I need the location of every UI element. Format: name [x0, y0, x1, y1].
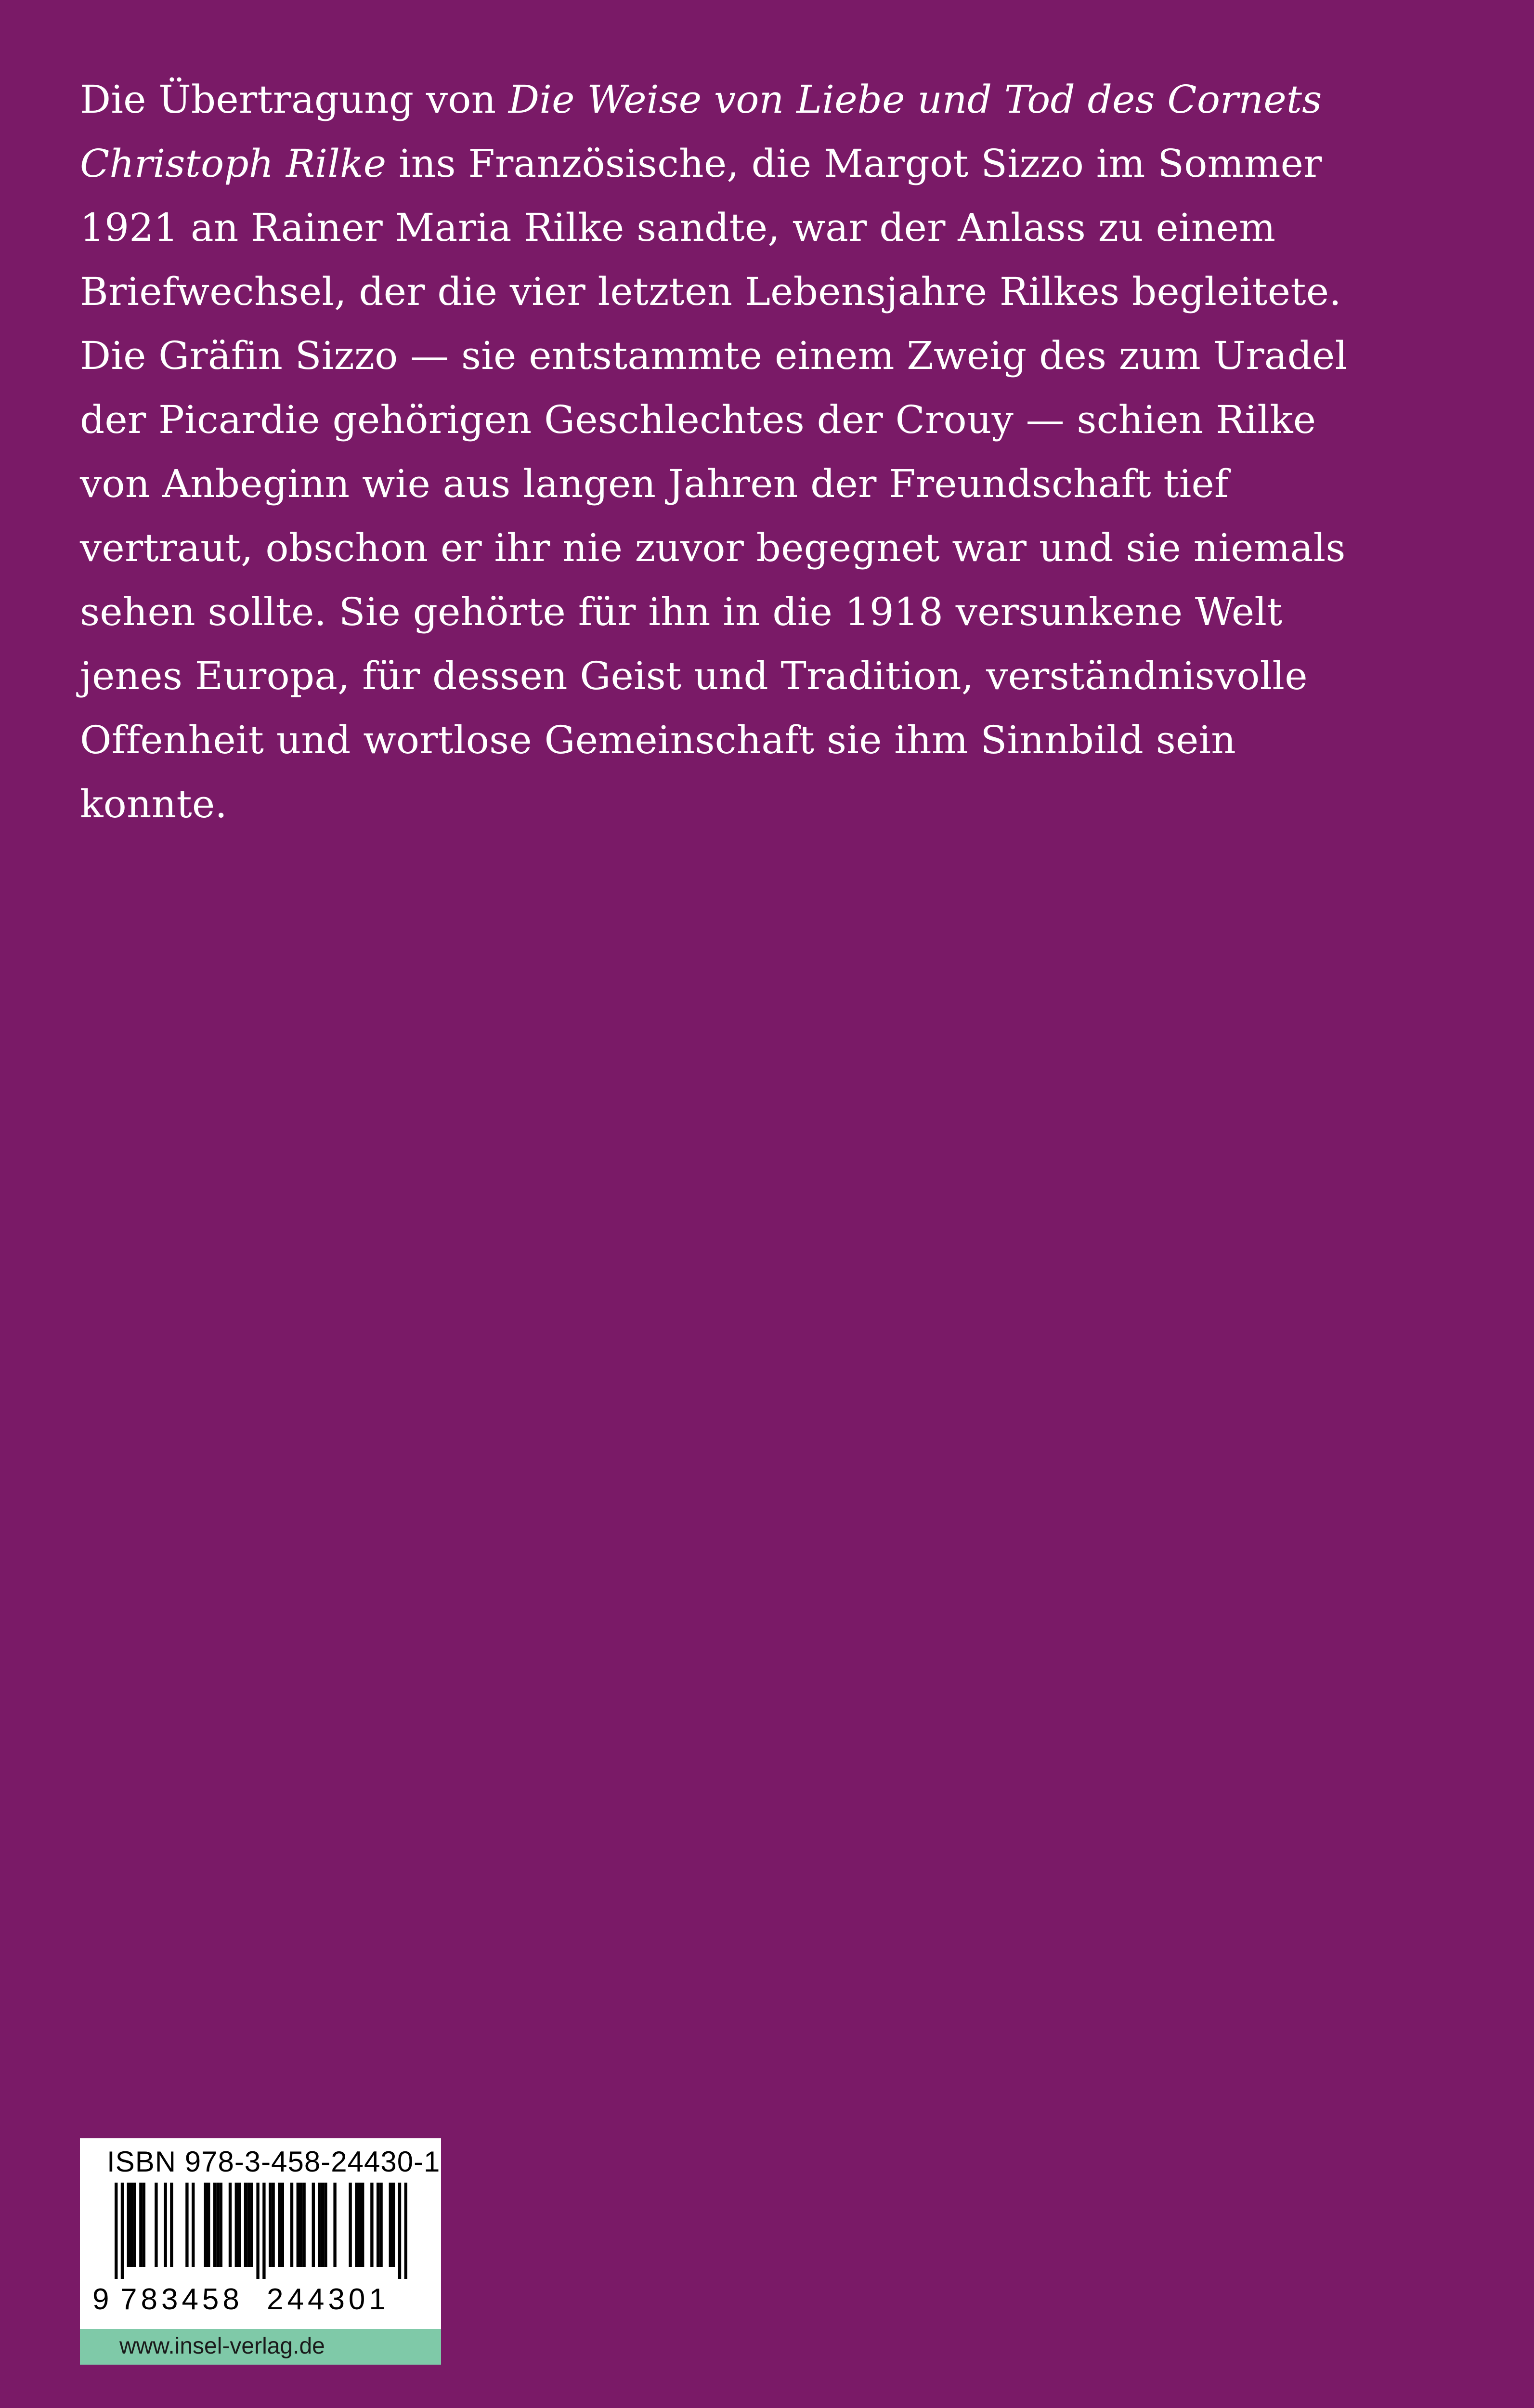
barcode-digits-left: 783458: [120, 2283, 243, 2316]
blurb-line-8: vertraut, obschon er ihr nie zuvor begegnet war und sie niemals: [80, 525, 1346, 570]
isbn-label: ISBN 978-3-458-24430-1: [107, 2146, 441, 2178]
back-cover-blurb: [80, 67, 1457, 836]
barcode-bar: [324, 2183, 327, 2267]
barcode-bar: [229, 2183, 232, 2267]
barcode-bar: [244, 2183, 247, 2267]
blurb-line-9: sehen sollte. Sie gehörte für ihn in die 1918 versunkene Welt: [80, 589, 1283, 634]
blurb-line-2: [80, 131, 1457, 196]
book-title-italic-part-1: Die Weise von Liebe und Tod des Cornets: [508, 77, 1322, 122]
barcode-bar: [185, 2183, 188, 2267]
barcode-bar: [130, 2183, 133, 2267]
publisher-website[interactable]: www.insel-verlag.de: [119, 2333, 325, 2359]
barcode-bar: [235, 2183, 238, 2267]
barcode-bar: [269, 2183, 272, 2267]
barcode-bar: [355, 2183, 358, 2267]
barcode-bar: [281, 2183, 284, 2267]
barcode-bar: [321, 2183, 324, 2267]
barcode-bar: [358, 2183, 361, 2267]
blurb-line-2-text: ins Französische, die Margot Sizzo im Sommer: [386, 141, 1322, 186]
blurb-line-4: Briefwechsel, der die vier letzten Lebensjahre Rilkes begleitete.: [80, 269, 1341, 314]
barcode-bar: [392, 2183, 395, 2267]
barcode-bar: [361, 2183, 364, 2267]
barcode-bar: [115, 2183, 117, 2279]
barcode-bar: [250, 2183, 253, 2267]
barcode-bar: [290, 2183, 293, 2267]
barcode-bar: [204, 2183, 207, 2267]
blurb-intro-text: Die Übertragung von: [80, 77, 509, 122]
barcode-digits-right: 244301: [267, 2283, 390, 2316]
blurb-line-12: konnte.: [80, 782, 228, 826]
barcode-bar: [238, 2183, 241, 2267]
barcode-bar: [379, 2183, 382, 2267]
barcode-bar: [297, 2183, 299, 2267]
barcode-bar: [256, 2183, 259, 2279]
barcode-bar: [247, 2183, 250, 2267]
barcode-digits: [92, 2283, 410, 2316]
barcode-bar: [312, 2183, 315, 2267]
barcode-bar: [220, 2183, 222, 2267]
barcode-bars: [115, 2183, 407, 2279]
blurb-line-5: Die Gräfin Sizzo — sie entstammte einem Zweig des zum Uradel: [80, 333, 1348, 378]
barcode-bar: [155, 2183, 157, 2267]
blurb-line-3: 1921 an Rainer Maria Rilke sandte, war der Anlass zu einem: [80, 205, 1276, 250]
blurb-line-1: [80, 67, 1457, 131]
barcode-digit-first: 9: [92, 2283, 109, 2316]
barcode-bar: [333, 2183, 336, 2267]
barcode-bar: [133, 2183, 136, 2267]
publisher-url-band: [80, 2329, 441, 2365]
blurb-line-6: der Picardie gehörigen Geschlechtes der Crouy — schien Rilke: [80, 397, 1316, 442]
blurb-line-7: von Anbeginn wie aus langen Jahren der Freundschaft tief: [80, 461, 1229, 506]
barcode-bar: [127, 2183, 130, 2267]
barcode-bar: [370, 2183, 373, 2267]
barcode-bar: [272, 2183, 274, 2267]
barcode-bar: [216, 2183, 219, 2267]
book-title-italic-part-2: Christoph Rilke: [80, 141, 387, 186]
barcode-bar: [139, 2183, 142, 2267]
barcode-bar: [213, 2183, 216, 2267]
barcode-bar: [262, 2183, 265, 2279]
barcode-bar: [278, 2183, 281, 2267]
barcode-bar: [143, 2183, 145, 2267]
isbn-barcode-box: [80, 2138, 441, 2365]
barcode-bar: [349, 2183, 351, 2267]
barcode-bar: [299, 2183, 302, 2267]
barcode-bar: [170, 2183, 173, 2267]
barcode-bar: [318, 2183, 321, 2267]
barcode-bar: [398, 2183, 401, 2279]
blurb-line-11: Offenheit und wortlose Gemeinschaft sie ihm Sinnbild sein: [80, 718, 1236, 762]
barcode-bar: [302, 2183, 305, 2267]
barcode-bar: [389, 2183, 392, 2267]
barcode-bar: [164, 2183, 167, 2267]
barcode-bar: [377, 2183, 379, 2267]
blurb-line-10: jenes Europa, für dessen Geist und Tradition, verständnisvolle: [80, 654, 1308, 698]
barcode-bar: [121, 2183, 124, 2279]
barcode-bar: [207, 2183, 210, 2267]
barcode-bar: [404, 2183, 407, 2279]
barcode-bar: [192, 2183, 195, 2267]
